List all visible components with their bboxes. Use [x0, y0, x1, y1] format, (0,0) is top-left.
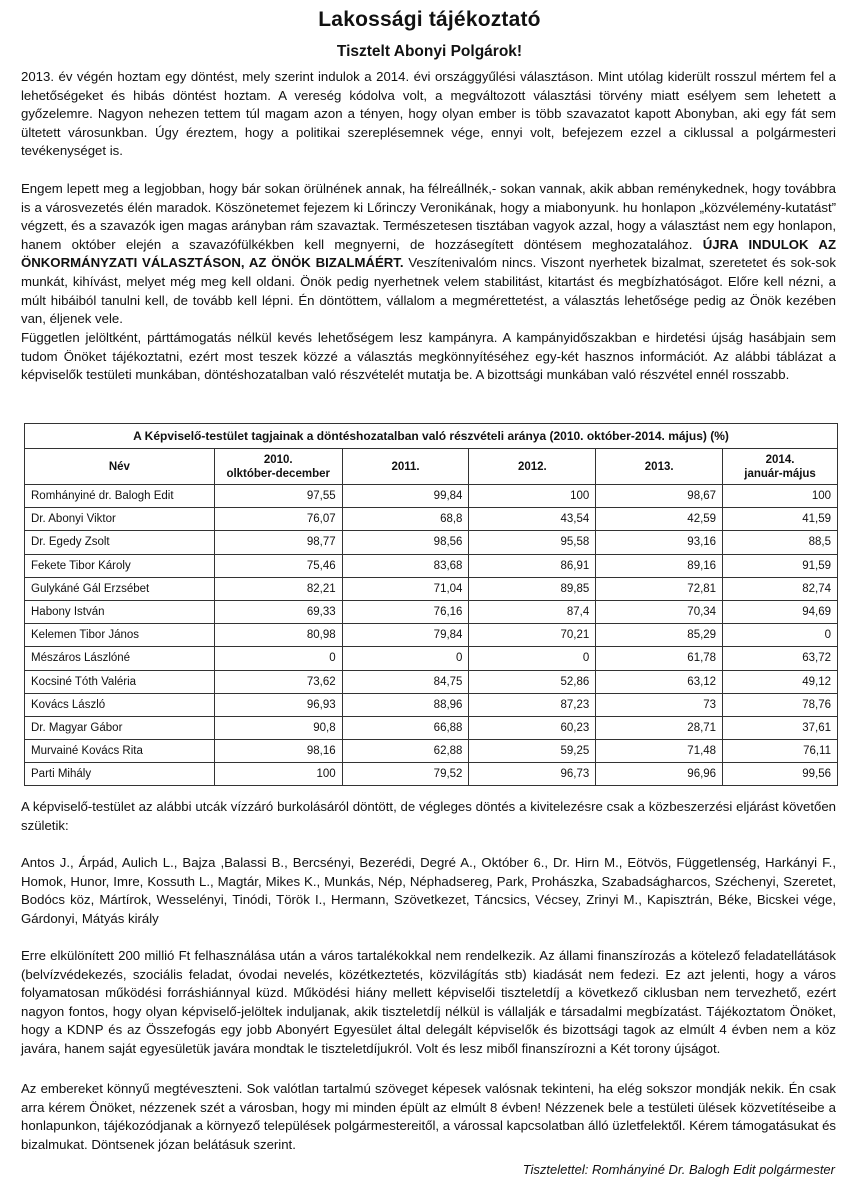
decision-paragraph	[21, 180, 836, 329]
table-row	[25, 716, 838, 739]
header-2011: 2011.	[342, 449, 469, 485]
participation-value-cell: 93,16	[596, 531, 723, 554]
participation-value-cell: 0	[469, 647, 596, 670]
member-name-cell: Romhányiné dr. Balogh Edit	[25, 485, 215, 508]
participation-value-cell: 99,84	[342, 485, 469, 508]
participation-value-cell: 98,16	[214, 740, 342, 763]
participation-value-cell: 79,52	[342, 763, 469, 786]
table-row	[25, 763, 838, 786]
header-2014: 2014. január-május	[723, 449, 838, 485]
participation-value-cell: 96,96	[596, 763, 723, 786]
participation-value-cell: 70,21	[469, 624, 596, 647]
participation-value-cell: 97,55	[214, 485, 342, 508]
participation-value-cell: 80,98	[214, 624, 342, 647]
participation-value-cell: 88,5	[723, 531, 838, 554]
participation-value-cell: 96,73	[469, 763, 596, 786]
table-row	[25, 531, 838, 554]
participation-value-cell: 63,12	[596, 670, 723, 693]
member-name-cell: Kelemen Tibor János	[25, 624, 215, 647]
participation-value-cell: 95,58	[469, 531, 596, 554]
table-row	[25, 508, 838, 531]
participation-value-cell: 59,25	[469, 740, 596, 763]
signature: Tisztelettel: Romhányiné Dr. Balogh Edit polgármester	[522, 1162, 835, 1177]
participation-value-cell: 49,12	[723, 670, 838, 693]
table-header-row	[25, 449, 838, 485]
member-name-cell: Habony István	[25, 600, 215, 623]
header-2010: 2010. olktóber-december	[214, 449, 342, 485]
header-2013: 2013.	[596, 449, 723, 485]
participation-value-cell: 60,23	[469, 716, 596, 739]
participation-value-cell: 0	[214, 647, 342, 670]
participation-value-cell: 82,21	[214, 577, 342, 600]
participation-value-cell: 89,85	[469, 577, 596, 600]
table-row	[25, 647, 838, 670]
table-row	[25, 600, 838, 623]
participation-value-cell: 87,23	[469, 693, 596, 716]
table-row	[25, 693, 838, 716]
participation-value-cell: 79,84	[342, 624, 469, 647]
participation-value-cell: 94,69	[723, 600, 838, 623]
member-name-cell: Parti Mihály	[25, 763, 215, 786]
participation-value-cell: 84,75	[342, 670, 469, 693]
participation-value-cell: 88,96	[342, 693, 469, 716]
participation-value-cell: 96,93	[214, 693, 342, 716]
participation-value-cell: 100	[214, 763, 342, 786]
table-row	[25, 624, 838, 647]
participation-value-cell: 61,78	[596, 647, 723, 670]
participation-value-cell: 71,04	[342, 577, 469, 600]
table-body	[25, 485, 838, 786]
participation-value-cell: 0	[723, 624, 838, 647]
participation-value-cell: 66,88	[342, 716, 469, 739]
table-row	[25, 485, 838, 508]
table-row	[25, 577, 838, 600]
member-name-cell: Kovács László	[25, 693, 215, 716]
participation-value-cell: 91,59	[723, 554, 838, 577]
member-name-cell: Kocsiné Tóth Valéria	[25, 670, 215, 693]
member-name-cell: Dr. Abonyi Viktor	[25, 508, 215, 531]
member-name-cell: Gulykáné Gál Erzsébet	[25, 577, 215, 600]
participation-value-cell: 76,07	[214, 508, 342, 531]
participation-value-cell: 76,11	[723, 740, 838, 763]
participation-value-cell: 63,72	[723, 647, 838, 670]
decision-text-after: Veszítenivalóm nincs. Viszont nyerhetek bizalmat, szeretetet és sok-sok munkát, kihívást, melyet még meg kell oldani. Önök pedig nyerhetnek velem stabilitást, kitartást és megbízhatóságot. Előre kell nézni, a múlt hibáiból tanulni kell, de tovább kell lépni. Én döntöttem, vállalom a megmérettetést, a választás lehetősége pedig az Önök kezében van, éljenek vele.	[21, 255, 836, 327]
participation-value-cell: 98,67	[596, 485, 723, 508]
participation-value-cell: 78,76	[723, 693, 838, 716]
participation-value-cell: 69,33	[214, 600, 342, 623]
participation-value-cell: 82,74	[723, 577, 838, 600]
participation-value-cell: 52,86	[469, 670, 596, 693]
participation-value-cell: 89,16	[596, 554, 723, 577]
participation-value-cell: 42,59	[596, 508, 723, 531]
finance-paragraph: Erre elkülönített 200 millió Ft felhasználása után a város tartalékokkal nem rendelkezik. Az állami finanszírozás a kötelező feladatellátások (belvízvédekezés, szociális feladat, óvodai nevelés, közétkeztetés, közvilágítás stb) kiadását nem fedezi. Ez azt jelenti, hogy a város folyamatosan működési forráshiánnyal küzd. Működési hiány mellett képviselői tiszteletdíj a következő ciklusban nem tervezhető, ezért nagyon fontos, hogy olyan képviselő-jelöltek induljanak, akik tiszteletdíj nélkül is vállalják e társadalmi megbízatást. Tájékoztatom Önöket, hogy a KDNP és az Összefogás egy jobb Abonyért Egyesület által delegált képviselők és bizottsági tagok az elmúlt 4 évben nem a köz javára, hanem saját egyesületük javára mondtak le tiszteletdíjukról. Volt és lesz miből finanszírozni a Két torony újságot.	[21, 948, 836, 1056]
table-row	[25, 740, 838, 763]
decision-announcement: ÚJRA INDULOK AZ ÖNKORMÁNYZATI VÁLASZTÁSON, AZ ÖNÖK BIZALMÁÉRT.	[21, 236, 836, 271]
participation-value-cell: 70,34	[596, 600, 723, 623]
participation-value-cell: 98,77	[214, 531, 342, 554]
participation-value-cell: 100	[469, 485, 596, 508]
member-name-cell: Dr. Magyar Gábor	[25, 716, 215, 739]
participation-value-cell: 73	[596, 693, 723, 716]
participation-value-cell: 86,91	[469, 554, 596, 577]
participation-value-cell: 87,4	[469, 600, 596, 623]
page-title: Lakossági tájékoztató	[318, 8, 541, 31]
participation-value-cell: 0	[342, 647, 469, 670]
participation-value-cell: 73,62	[214, 670, 342, 693]
participation-value-cell: 85,29	[596, 624, 723, 647]
page-subtitle: Tisztelt Abonyi Polgárok!	[336, 43, 523, 60]
participation-table	[24, 448, 838, 786]
participation-value-cell: 83,68	[342, 554, 469, 577]
header-2012: 2012.	[469, 449, 596, 485]
table-row	[25, 670, 838, 693]
participation-value-cell: 28,71	[596, 716, 723, 739]
member-name-cell: Mészáros Lászlóné	[25, 647, 215, 670]
table-row	[25, 554, 838, 577]
participation-value-cell: 62,88	[342, 740, 469, 763]
member-name-cell: Fekete Tibor Károly	[25, 554, 215, 577]
participation-value-cell: 72,81	[596, 577, 723, 600]
member-name-cell: Murvainé Kovács Rita	[25, 740, 215, 763]
participation-value-cell: 43,54	[469, 508, 596, 531]
table-caption: A Képviselő-testület tagjainak a döntéshozatalban való részvételi aránya (2010. október-2014. május) (%)	[24, 423, 838, 448]
participation-value-cell: 90,8	[214, 716, 342, 739]
intro-paragraph: 2013. év végén hoztam egy döntést, mely szerint indulok a 2014. évi országgyűlési választáson. Mint utólag kiderült rosszul mértem fel a lehetőségeket és hibás döntést hoztam. A vereség kódolva volt, a megváltozott választási törvény miatt esélyem sem lehetett a győzelemre. Nagyon nehezen tettem túl magam azon a tényen, hogy olyan ember is több szavazatot kapott Abonyban, aki egy fát sem ültetett városunkban. Úgy éreztem, hogy a politikai szereplésemnek vége, ennyi volt, befejezem ezzel a ciklussal a polgármesteri tevékenységet is.	[21, 69, 836, 159]
streets-list-paragraph: Antos J., Árpád, Aulich L., Bajza ,Balassi B., Bercsényi, Bezerédi, Degré A., Október 6., Dr. Hirn M., Eötvös, Függetlenség, Harkányi F., Homok, Hunor, Imre, Kossuth L., Magtár, Mikes K., Munkás, Nép, Néphadsereg, Park, Prohászka, Szabadságharcos, Széchenyi, Szeretet, Bodócs köz, Mártírok, Wesselényi, Tinódi, Török I., Hermann, Szövetkezet, Táncsics, Vécsey, Zrinyi M., Kapisztrán, Béke, Bicskei vége, Gárdonyi, Mátyás király	[21, 855, 836, 926]
participation-value-cell: 99,56	[723, 763, 838, 786]
participation-value-cell: 98,56	[342, 531, 469, 554]
participation-table-wrap	[24, 423, 838, 786]
closing-paragraph: Az embereket könnyű megtéveszteni. Sok valótlan tartalmú szöveget képesek valósnak tekinteni, ha elég sokszor mondják nekik. Én csak arra kérem Önöket, nézzenek szét a városban, hogy mi minden épült az elmúlt 8 évben! Nézzenek bele a testületi ülések közvetítéseibe a honlapunkon, tájékozódjanak a környező települések polgármestereitől, a várossal kapcsolatban álló üzletfelektől. Kérem támogatásukat és bizalmukat. Döntsenek józan belátásuk szerint.	[21, 1081, 836, 1152]
participation-value-cell: 37,61	[723, 716, 838, 739]
header-name: Név	[25, 449, 215, 485]
participation-value-cell: 68,8	[342, 508, 469, 531]
participation-value-cell: 41,59	[723, 508, 838, 531]
participation-value-cell: 100	[723, 485, 838, 508]
participation-value-cell: 76,16	[342, 600, 469, 623]
campaign-paragraph: Független jelöltként, párttámogatás nélkül kevés lehetőségem lesz kampányra. A kampányidőszakban e hirdetési újság hasábjain sem tudom Önöket tájékoztatni, ezért most teszek közzé a választás megkönnyítéséhez egy-két hasznos információt. Az alábbi táblázat a képviselők testületi munkában, döntéshozatalban való részvételét mutatja be. A bizottsági munkában való részvétel ennél rosszabb.	[21, 330, 836, 383]
participation-value-cell: 75,46	[214, 554, 342, 577]
member-name-cell: Dr. Egedy Zsolt	[25, 531, 215, 554]
decision-text-before: Engem lepett meg a legjobban, hogy bár sokan örülnének annak, ha félreállnék,- sokan vannak, akik abban reménykednek, hogy továbbra is a városvezetés élén maradok. Köszönetemet fejezem ki Lőrinczy Veronikának, hogy a miabonyunk. hu honlapon „közvélemény-kutatást” végzett, és a szavazók igen magas arányban rám szavaztak. Természetesen tisztában vagyok azzal, hogy a választást nem egy honlapon, hanem október elején a szavazófülkékben kell megnyerni, de hozzásegített döntésem meghozatalához.	[21, 181, 836, 252]
streets-intro-paragraph: A képviselő-testület az alábbi utcák vízzáró burkolásáról döntött, de végleges döntés a kivitelezésre csak a közbeszerzési eljárást követően születik:	[21, 799, 836, 833]
participation-value-cell: 71,48	[596, 740, 723, 763]
